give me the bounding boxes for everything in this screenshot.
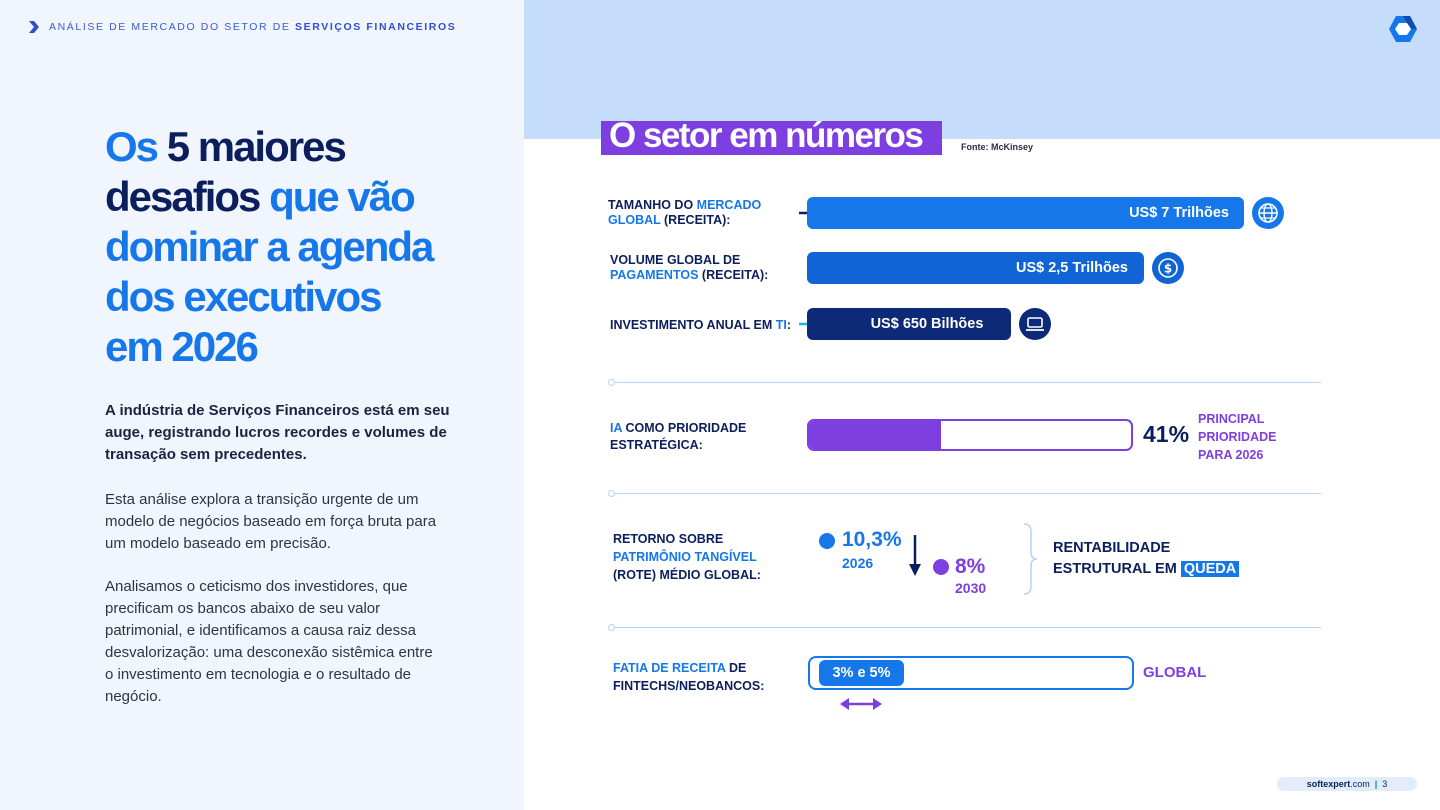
label-highlight: TI [775, 318, 787, 332]
rote-2026-year: 2026 [842, 555, 874, 571]
title-part: dos executivos [105, 273, 381, 320]
divider [609, 382, 1321, 383]
globe-icon [1252, 197, 1284, 229]
note-line: PRIORIDADE [1198, 430, 1277, 444]
ia-percent: 41% [1143, 421, 1190, 447]
label-text: (RECEITA): [660, 213, 731, 227]
rote-2026-value: 10,3% [842, 528, 902, 551]
title-part: desafios [105, 173, 270, 220]
source-note: Fonte: McKinsey [961, 142, 1034, 152]
label-highlight: MERCADO GLOBAL [608, 198, 762, 227]
page-number: 3 [1382, 779, 1388, 789]
rote-conclusion [1053, 538, 1239, 580]
intro-lead: A indústria de Serviços Financeiros está em seu auge, registrando lucros recordes e volumes de transação sem precedentes. [105, 402, 450, 463]
label-highlight: FATIA DE RECEITA [613, 661, 726, 675]
label-text: (ROTE) MÉDIO GLOBAL: [613, 568, 761, 582]
softexpert-logo-icon[interactable] [1388, 15, 1418, 43]
label-highlight: PATRIMÔNIO TANGÍVEL [613, 550, 757, 564]
metric-label [608, 198, 788, 228]
conclusion-text: ESTRUTURAL EM [1053, 561, 1181, 577]
svg-text:$: $ [1163, 261, 1173, 276]
breadcrumb-bold: SERVIÇOS FINANCEIROS [295, 21, 457, 33]
title-part: em 2026 [105, 323, 257, 370]
metric-bar: US$ 650 Bilhões [807, 308, 1011, 340]
footer-site: .com [1350, 779, 1370, 789]
title-part: dominar a agenda [105, 223, 433, 270]
rote-2026-dot [819, 533, 835, 549]
conclusion-highlight: QUEDA [1181, 561, 1239, 577]
note-line: PARA 2026 [1198, 448, 1264, 462]
intro-paragraph: Esta análise explora a transição urgente de um modelo de negócios baseado em força bruta para um modelo baseado em precisão. [105, 491, 437, 552]
section-title: O setor em números [601, 121, 942, 155]
title-part: Os [105, 123, 167, 170]
ia-note [1198, 410, 1276, 464]
title-part: que vão [269, 173, 414, 220]
label-highlight: PAGAMENTOS [610, 268, 699, 282]
chevron-right-icon [29, 21, 39, 33]
breadcrumb-prefix: ANÁLISE DE MERCADO DO SETOR DE [49, 21, 296, 33]
conclusion-text: RENTABILIDADE [1053, 540, 1171, 556]
arrow-down-icon [907, 535, 923, 577]
breadcrumb [29, 21, 456, 33]
note-line: PRINCIPAL [1198, 412, 1265, 426]
rote-2030-value: 8% [955, 555, 986, 578]
fintech-scope: GLOBAL [1143, 664, 1207, 681]
ia-progress-track [807, 419, 1133, 451]
title-part: 5 maiores [166, 123, 345, 170]
label-text: VOLUME GLOBAL DE [610, 253, 741, 267]
footer-separator: | [1374, 779, 1378, 789]
metric-bar: US$ 2,5 Trilhões [807, 252, 1144, 284]
label-text: FINTECHS/NEOBANCOS: [613, 679, 765, 693]
ia-progress-fill [809, 421, 941, 449]
label-text: INVESTIMENTO ANUAL EM [610, 318, 776, 332]
label-text: (RECEITA): [698, 268, 769, 282]
fintech-label [613, 659, 803, 695]
label-text: : [786, 318, 792, 332]
label-text: RETORNO SOBRE [613, 532, 724, 546]
rote-2030-year: 2030 [955, 580, 987, 596]
metric-label [610, 253, 790, 283]
page-title [105, 122, 505, 372]
double-arrow-icon [840, 697, 882, 711]
intro-paragraph: Analisamos o ceticismo dos investidores, que precificam os bancos abaixo de seu valor patrimonial, e identificamos a causa raiz dessa desvalorização: uma desconexão sistêmica entre o investimento em tecnologia e o resultado de negócio. [105, 578, 433, 705]
label-text: TAMANHO DO [608, 198, 697, 212]
rote-label [613, 530, 803, 584]
dollar-coin-icon [1152, 252, 1184, 284]
metric-label [610, 318, 810, 333]
divider [609, 493, 1321, 494]
laptop-icon [1019, 308, 1051, 340]
footer-page-tag [1277, 777, 1417, 791]
rote-2030-dot [933, 559, 949, 575]
metric-bar: US$ 7 Trilhões [807, 197, 1244, 229]
fintech-progress-track [808, 656, 1134, 690]
curly-brace-icon [1022, 522, 1038, 596]
label-highlight: IA [610, 421, 623, 435]
label-text: COMO PRIORIDADE ESTRATÉGICA: [610, 421, 747, 452]
footer-site: softexpert [1306, 779, 1351, 789]
fintech-progress-fill: 3% e 5% [819, 660, 904, 686]
label-text: DE [725, 661, 747, 675]
ia-label [610, 420, 790, 454]
divider [609, 627, 1321, 628]
